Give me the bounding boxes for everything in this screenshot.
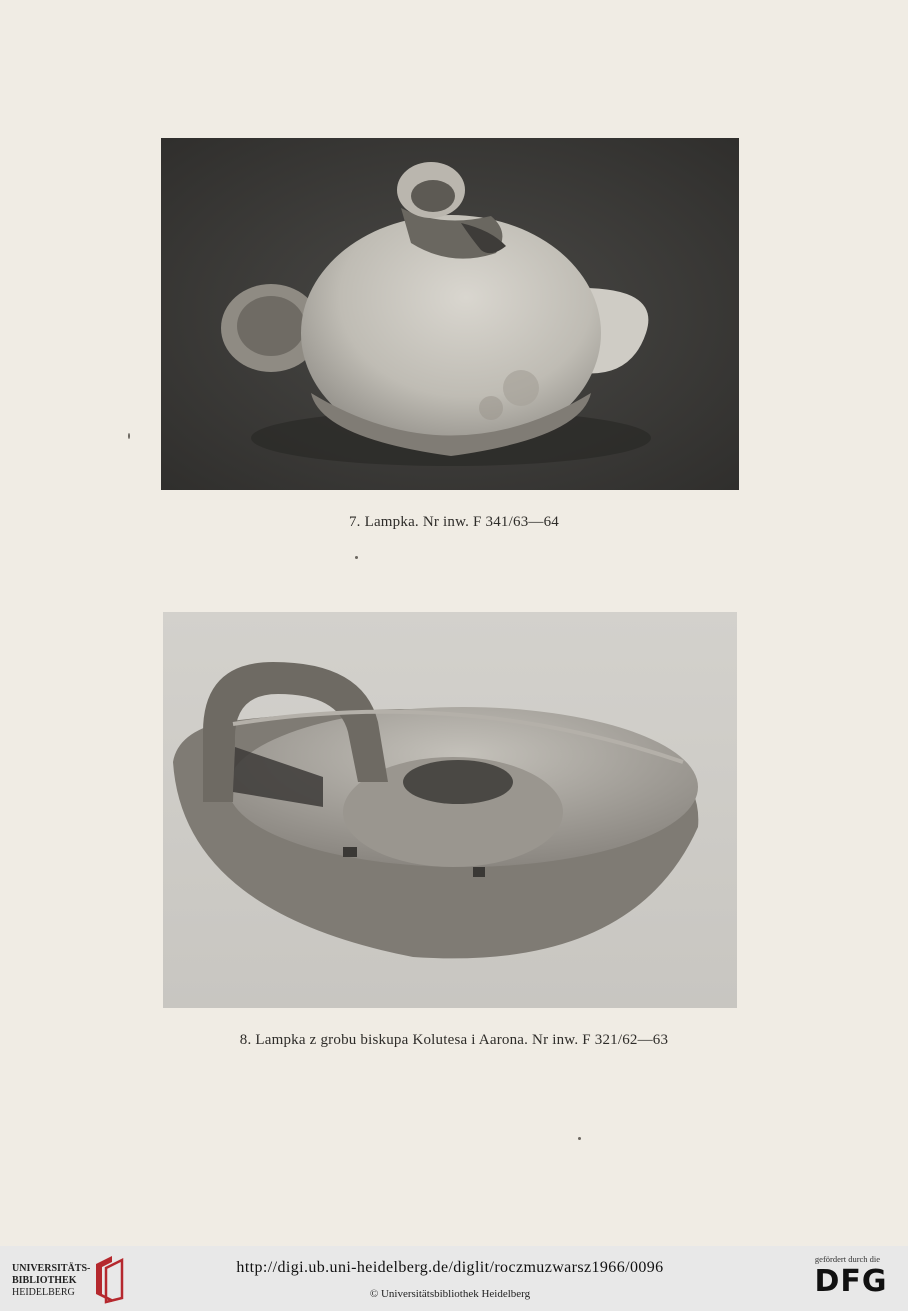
figure-7-caption: 7. Lampka. Nr inw. F 341/63—64 [348, 514, 559, 530]
document-url-link[interactable]: http://digi.ub.uni-heidelberg.de/diglit/roczmuzwarsz1966/0096 [236, 1259, 664, 1276]
print-speck [355, 556, 358, 559]
library-name-line-3: HEIDELBERG [12, 1287, 75, 1298]
photo-lamp-figure-8 [163, 612, 737, 1008]
figure-8-caption: 8. Lampka z grobu biskupa Kolutesa i Aarona. Nr inw. F 321/62—63 [239, 1032, 669, 1048]
library-name-line-2: BIBLIOTHEK [12, 1275, 77, 1286]
funding-note: gefördert durch die [814, 1254, 881, 1264]
print-speck [578, 1137, 581, 1140]
dfg-logo: DFG [814, 1264, 888, 1299]
photo-lamp-figure-7 [161, 138, 739, 490]
copyright-notice: © Universitätsbibliothek Heidelberg [369, 1288, 531, 1300]
footer-bar [0, 1246, 908, 1311]
library-logo-icon [92, 1254, 126, 1304]
print-speck [128, 433, 130, 439]
library-name-line-1: UNIVERSITÄTS- [12, 1263, 91, 1274]
